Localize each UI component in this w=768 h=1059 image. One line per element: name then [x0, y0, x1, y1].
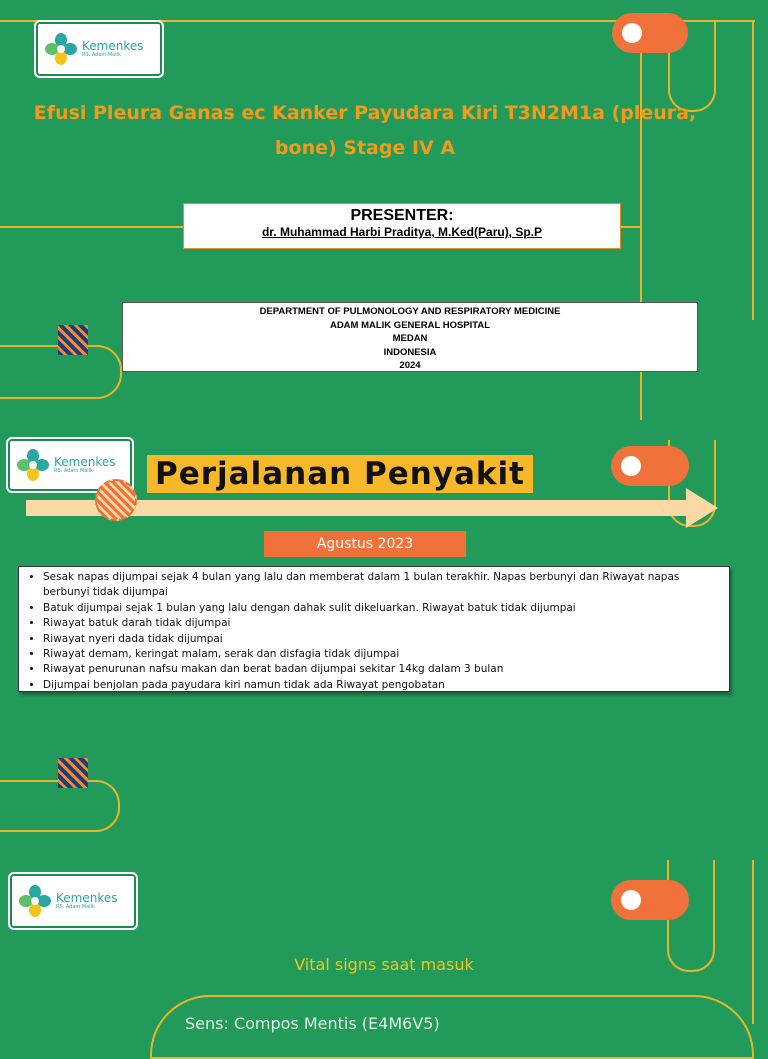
kemenkes-flower-icon [18, 884, 52, 918]
decor-line [752, 20, 754, 320]
date-badge: Agustus 2023 [264, 531, 466, 557]
vital-signs-heading: Vital signs saat masuk [294, 955, 474, 974]
decor-line [752, 860, 754, 1024]
list-item: • Sesak napas dijumpai sejak 4 bulan yang lalu dan memberat dalam 1 bulan terakhir. Napas berbunyi dan Riwayat napas berbunyi tidak dijumpai [43, 570, 725, 601]
country-line: INDONESIA [383, 346, 437, 358]
striped-square [58, 758, 88, 788]
section-heading: Perjalanan Penyakit [147, 455, 533, 493]
timeline-marker [95, 479, 137, 521]
toggle-decor [612, 13, 688, 53]
list-item: • Batuk dijumpai sejak 1 bulan yang lalu dengan dahak sulit dikeluarkan. Riwayat batuk tidak dijumpai [43, 601, 725, 616]
logo-text: Kemenkes [82, 39, 144, 53]
toggle-decor [611, 880, 689, 920]
department-box [122, 302, 698, 372]
department-line: DEPARTMENT OF PULMONOLOGY AND RESPIRATORY MEDICINE [259, 306, 561, 317]
year-line: 2024 [399, 360, 421, 371]
list-item: • Riwayat batuk darah tidak dijumpai [43, 616, 725, 631]
list-item: • Riwayat penurunan nafsu makan dan berat badan dijumpai sekitar 14kg dalam 3 bulan [43, 662, 725, 677]
logo-text: Kemenkes [56, 891, 118, 905]
history-list [18, 566, 730, 692]
city-line: MEDAN [392, 333, 428, 344]
striped-square [58, 325, 88, 355]
list-item: • Riwayat demam, keringat malam, serak dan disfagia tidak dijumpai [43, 647, 725, 662]
vital-partial-line: Sens: Compos Mentis (E4M6V5) [185, 1014, 440, 1033]
hospital-line: ADAM MALIK GENERAL HOSPITAL [329, 319, 491, 331]
kemenkes-logo [8, 872, 138, 930]
toggle-decor [611, 446, 689, 486]
kemenkes-flower-icon [16, 448, 50, 482]
logo-tagline: RS. Adam Malik [54, 468, 93, 474]
logo-text: Kemenkes [54, 455, 116, 469]
page-title: Efusi Pleura Ganas ec Kanker Payudara Kiri T3N2M1a (pleura, bone) Stage IV A [33, 102, 697, 159]
presenter-name: dr. Muhammad Harbi Praditya, M.Ked(Paru), Sp.P [261, 225, 543, 239]
logo-tagline: RS. Adam Malik [56, 904, 95, 910]
list-item: • Riwayat nyeri dada tidak dijumpai [43, 632, 725, 647]
kemenkes-flower-icon [44, 32, 78, 66]
kemenkes-logo [34, 20, 164, 78]
presenter-box [183, 203, 621, 249]
list-item: • Dijumpai benjolan pada payudara kiri namun tidak ada Riwayat pengobatan [43, 678, 725, 693]
logo-tagline: RS. Adam Malik [82, 52, 121, 58]
presenter-heading: PRESENTER: [350, 207, 454, 224]
